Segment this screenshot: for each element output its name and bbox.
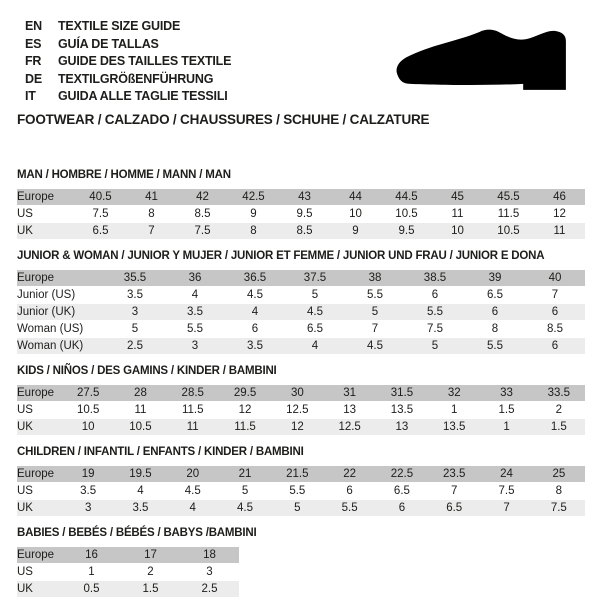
size-value: 7.5 <box>75 206 126 222</box>
size-value: 9 <box>228 206 279 222</box>
size-value: 39 <box>465 270 525 286</box>
size-value: 11 <box>167 419 219 435</box>
size-value: 42.5 <box>228 189 279 205</box>
size-value: 7.5 <box>533 500 585 516</box>
section-title: BABIES / BEBÉS / BÉBÉS / BABYS /BAMBINI <box>17 527 257 539</box>
size-value: 30 <box>271 385 323 401</box>
size-value: 4 <box>165 287 225 303</box>
size-value: 1.5 <box>121 581 180 597</box>
size-value: 7.5 <box>177 223 228 239</box>
size-value: 7 <box>525 287 585 303</box>
size-value: 24 <box>480 466 532 482</box>
size-value: 7.5 <box>405 321 465 337</box>
size-value: 0.5 <box>62 581 121 597</box>
size-value: 40.5 <box>75 189 126 205</box>
size-value: 10.5 <box>114 419 166 435</box>
size-value: 10 <box>62 419 114 435</box>
shoe-icon <box>394 26 572 104</box>
row-label: Europe <box>17 270 105 286</box>
size-value: 3.5 <box>165 304 225 320</box>
size-value: 20 <box>167 466 219 482</box>
size-value: 10.5 <box>483 223 534 239</box>
size-value: 7 <box>126 223 177 239</box>
size-value: 5 <box>219 483 271 499</box>
size-value: 6 <box>225 321 285 337</box>
row-label: US <box>17 483 62 499</box>
size-value: 3.5 <box>114 500 166 516</box>
size-table <box>17 188 585 240</box>
size-value: 4 <box>225 304 285 320</box>
table-row <box>17 270 585 286</box>
size-table <box>17 465 585 517</box>
size-value: 46 <box>534 189 585 205</box>
size-value: 9.5 <box>381 223 432 239</box>
size-value: 6 <box>525 338 585 354</box>
size-value: 41 <box>126 189 177 205</box>
size-value: 10 <box>330 206 381 222</box>
size-value: 5.5 <box>165 321 225 337</box>
size-value: 2 <box>121 564 180 580</box>
language-code: ES <box>25 36 42 51</box>
size-value: 1.5 <box>533 419 585 435</box>
size-value: 43 <box>279 189 330 205</box>
row-label: Europe <box>17 189 75 205</box>
size-value: 1 <box>428 402 480 418</box>
size-value: 8 <box>228 223 279 239</box>
row-label: Europe <box>17 385 62 401</box>
table-row <box>17 338 585 354</box>
size-value: 13.5 <box>376 402 428 418</box>
size-value: 32 <box>428 385 480 401</box>
size-value: 21.5 <box>271 466 323 482</box>
size-value: 5.5 <box>323 500 375 516</box>
table-row <box>17 466 585 482</box>
size-value: 11 <box>432 206 483 222</box>
size-value: 5.5 <box>405 304 465 320</box>
section-title: CHILDREN / INFANTIL / ENFANTS / KINDER / BAMBINI <box>17 446 304 458</box>
size-value: 42 <box>177 189 228 205</box>
row-label: UK <box>17 419 62 435</box>
size-value: 45.5 <box>483 189 534 205</box>
table-row <box>17 321 585 337</box>
size-value: 33.5 <box>533 385 585 401</box>
table-row <box>17 223 585 239</box>
size-value: 3 <box>180 564 239 580</box>
size-value: 4.5 <box>219 500 271 516</box>
size-value: 1 <box>480 419 532 435</box>
size-value: 13 <box>376 419 428 435</box>
size-value: 17 <box>121 547 180 563</box>
size-value: 36.5 <box>225 270 285 286</box>
size-value: 10.5 <box>62 402 114 418</box>
size-value: 22.5 <box>376 466 428 482</box>
size-value: 6 <box>465 304 525 320</box>
size-value: 38 <box>345 270 405 286</box>
size-value: 18 <box>180 547 239 563</box>
size-value: 12 <box>534 206 585 222</box>
size-value: 2.5 <box>105 338 165 354</box>
size-value: 5 <box>105 321 165 337</box>
size-value: 7 <box>480 500 532 516</box>
size-value: 45 <box>432 189 483 205</box>
size-value: 5 <box>271 500 323 516</box>
size-value: 7 <box>428 483 480 499</box>
size-value: 1.5 <box>480 402 532 418</box>
size-value: 31 <box>323 385 375 401</box>
size-section <box>17 250 600 355</box>
size-value: 10 <box>432 223 483 239</box>
size-value: 29.5 <box>219 385 271 401</box>
table-row <box>17 287 585 303</box>
size-value: 11 <box>114 402 166 418</box>
size-value: 3 <box>165 338 225 354</box>
table-row <box>17 419 585 435</box>
size-value: 13 <box>323 402 375 418</box>
size-value: 19 <box>62 466 114 482</box>
size-value: 8 <box>533 483 585 499</box>
table-row <box>17 581 239 597</box>
row-label: US <box>17 564 62 580</box>
size-value: 44 <box>330 189 381 205</box>
size-value: 23.5 <box>428 466 480 482</box>
size-value: 8.5 <box>525 321 585 337</box>
row-label: UK <box>17 500 62 516</box>
size-value: 6.5 <box>465 287 525 303</box>
table-row <box>17 304 585 320</box>
size-value: 6.5 <box>75 223 126 239</box>
size-value: 6.5 <box>428 500 480 516</box>
row-label: UK <box>17 581 62 597</box>
size-value: 12.5 <box>271 402 323 418</box>
row-label: UK <box>17 223 75 239</box>
table-row <box>17 547 239 563</box>
language-code: DE <box>25 71 42 86</box>
size-value: 3.5 <box>62 483 114 499</box>
row-label: Woman (US) <box>17 321 105 337</box>
row-label: Junior (UK) <box>17 304 105 320</box>
size-value: 40 <box>525 270 585 286</box>
size-value: 21 <box>219 466 271 482</box>
table-row <box>17 385 585 401</box>
size-value: 33 <box>480 385 532 401</box>
size-value: 5.5 <box>271 483 323 499</box>
size-value: 5 <box>285 287 345 303</box>
size-value: 1 <box>62 564 121 580</box>
size-value: 13.5 <box>428 419 480 435</box>
size-value: 2.5 <box>180 581 239 597</box>
size-value: 25 <box>533 466 585 482</box>
size-value: 27.5 <box>62 385 114 401</box>
row-label: Junior (US) <box>17 287 105 303</box>
size-value: 12 <box>271 419 323 435</box>
table-row <box>17 564 239 580</box>
row-label: Woman (UK) <box>17 338 105 354</box>
size-table <box>17 269 585 355</box>
size-value: 11.5 <box>167 402 219 418</box>
size-value: 22 <box>323 466 375 482</box>
category-heading: FOOTWEAR / CALZADO / CHAUSSURES / SCHUHE / CALZATURE <box>17 112 430 127</box>
row-label: Europe <box>17 547 62 563</box>
size-value: 6 <box>405 287 465 303</box>
size-table <box>17 546 239 598</box>
size-value: 3.5 <box>225 338 285 354</box>
size-value: 12 <box>219 402 271 418</box>
size-value: 5 <box>345 304 405 320</box>
size-value: 36 <box>165 270 225 286</box>
size-value: 4 <box>167 500 219 516</box>
row-label: US <box>17 206 75 222</box>
size-value: 7 <box>345 321 405 337</box>
row-label: Europe <box>17 466 62 482</box>
size-value: 35.5 <box>105 270 165 286</box>
size-value: 38.5 <box>405 270 465 286</box>
table-row <box>17 206 585 222</box>
size-section <box>17 169 600 240</box>
size-value: 44.5 <box>381 189 432 205</box>
size-value: 37.5 <box>285 270 345 286</box>
size-value: 9.5 <box>279 206 330 222</box>
size-value: 8.5 <box>279 223 330 239</box>
size-value: 7.5 <box>480 483 532 499</box>
table-row <box>17 500 585 516</box>
size-value: 16 <box>62 547 121 563</box>
size-value: 8.5 <box>177 206 228 222</box>
size-value: 4.5 <box>167 483 219 499</box>
row-label: US <box>17 402 62 418</box>
language-label: GUÍA DE TALLAS <box>58 36 159 51</box>
language-label: GUIDE DES TAILLES TEXTILE <box>58 54 232 69</box>
size-value: 5.5 <box>345 287 405 303</box>
size-value: 4.5 <box>285 304 345 320</box>
size-value: 31.5 <box>376 385 428 401</box>
size-section <box>17 527 600 598</box>
size-table <box>17 384 585 436</box>
size-value: 5.5 <box>465 338 525 354</box>
size-value: 6 <box>525 304 585 320</box>
language-label: GUIDA ALLE TAGLIE TESSILI <box>58 89 228 104</box>
table-row <box>17 483 585 499</box>
size-value: 8 <box>465 321 525 337</box>
size-value: 4.5 <box>225 287 285 303</box>
size-value: 6 <box>376 500 428 516</box>
size-value: 4 <box>285 338 345 354</box>
size-section <box>17 365 600 436</box>
size-value: 12.5 <box>323 419 375 435</box>
size-value: 3 <box>105 304 165 320</box>
size-value: 10.5 <box>381 206 432 222</box>
size-value: 28.5 <box>167 385 219 401</box>
size-value: 3 <box>62 500 114 516</box>
language-code: FR <box>25 54 42 69</box>
language-code: IT <box>25 89 36 104</box>
size-value: 11 <box>534 223 585 239</box>
size-value: 2 <box>533 402 585 418</box>
size-value: 28 <box>114 385 166 401</box>
language-label: TEXTILGRÖßENFÜHRUNG <box>58 71 214 86</box>
size-value: 11.5 <box>483 206 534 222</box>
size-value: 9 <box>330 223 381 239</box>
size-value: 6.5 <box>285 321 345 337</box>
size-value: 11.5 <box>219 419 271 435</box>
size-value: 4.5 <box>345 338 405 354</box>
size-value: 19.5 <box>114 466 166 482</box>
table-row <box>17 402 585 418</box>
size-section <box>17 446 600 517</box>
size-value: 8 <box>126 206 177 222</box>
size-value: 6.5 <box>376 483 428 499</box>
section-title: MAN / HOMBRE / HOMME / MANN / MAN <box>17 169 231 181</box>
size-value: 6 <box>323 483 375 499</box>
section-title: KIDS / NIÑOS / DES GAMINS / KINDER / BAMBINI <box>17 365 277 377</box>
page-header <box>0 0 600 106</box>
table-row <box>17 189 585 205</box>
size-value: 3.5 <box>105 287 165 303</box>
language-code: EN <box>25 19 42 33</box>
language-label: TEXTILE SIZE GUIDE <box>58 19 181 33</box>
section-title: JUNIOR & WOMAN / JUNIOR Y MUJER / JUNIOR ET FEMME / JUNIOR UND FRAU / JUNIOR E DONA <box>17 250 545 262</box>
size-tables <box>17 169 600 598</box>
size-value: 5 <box>405 338 465 354</box>
size-value: 4 <box>114 483 166 499</box>
